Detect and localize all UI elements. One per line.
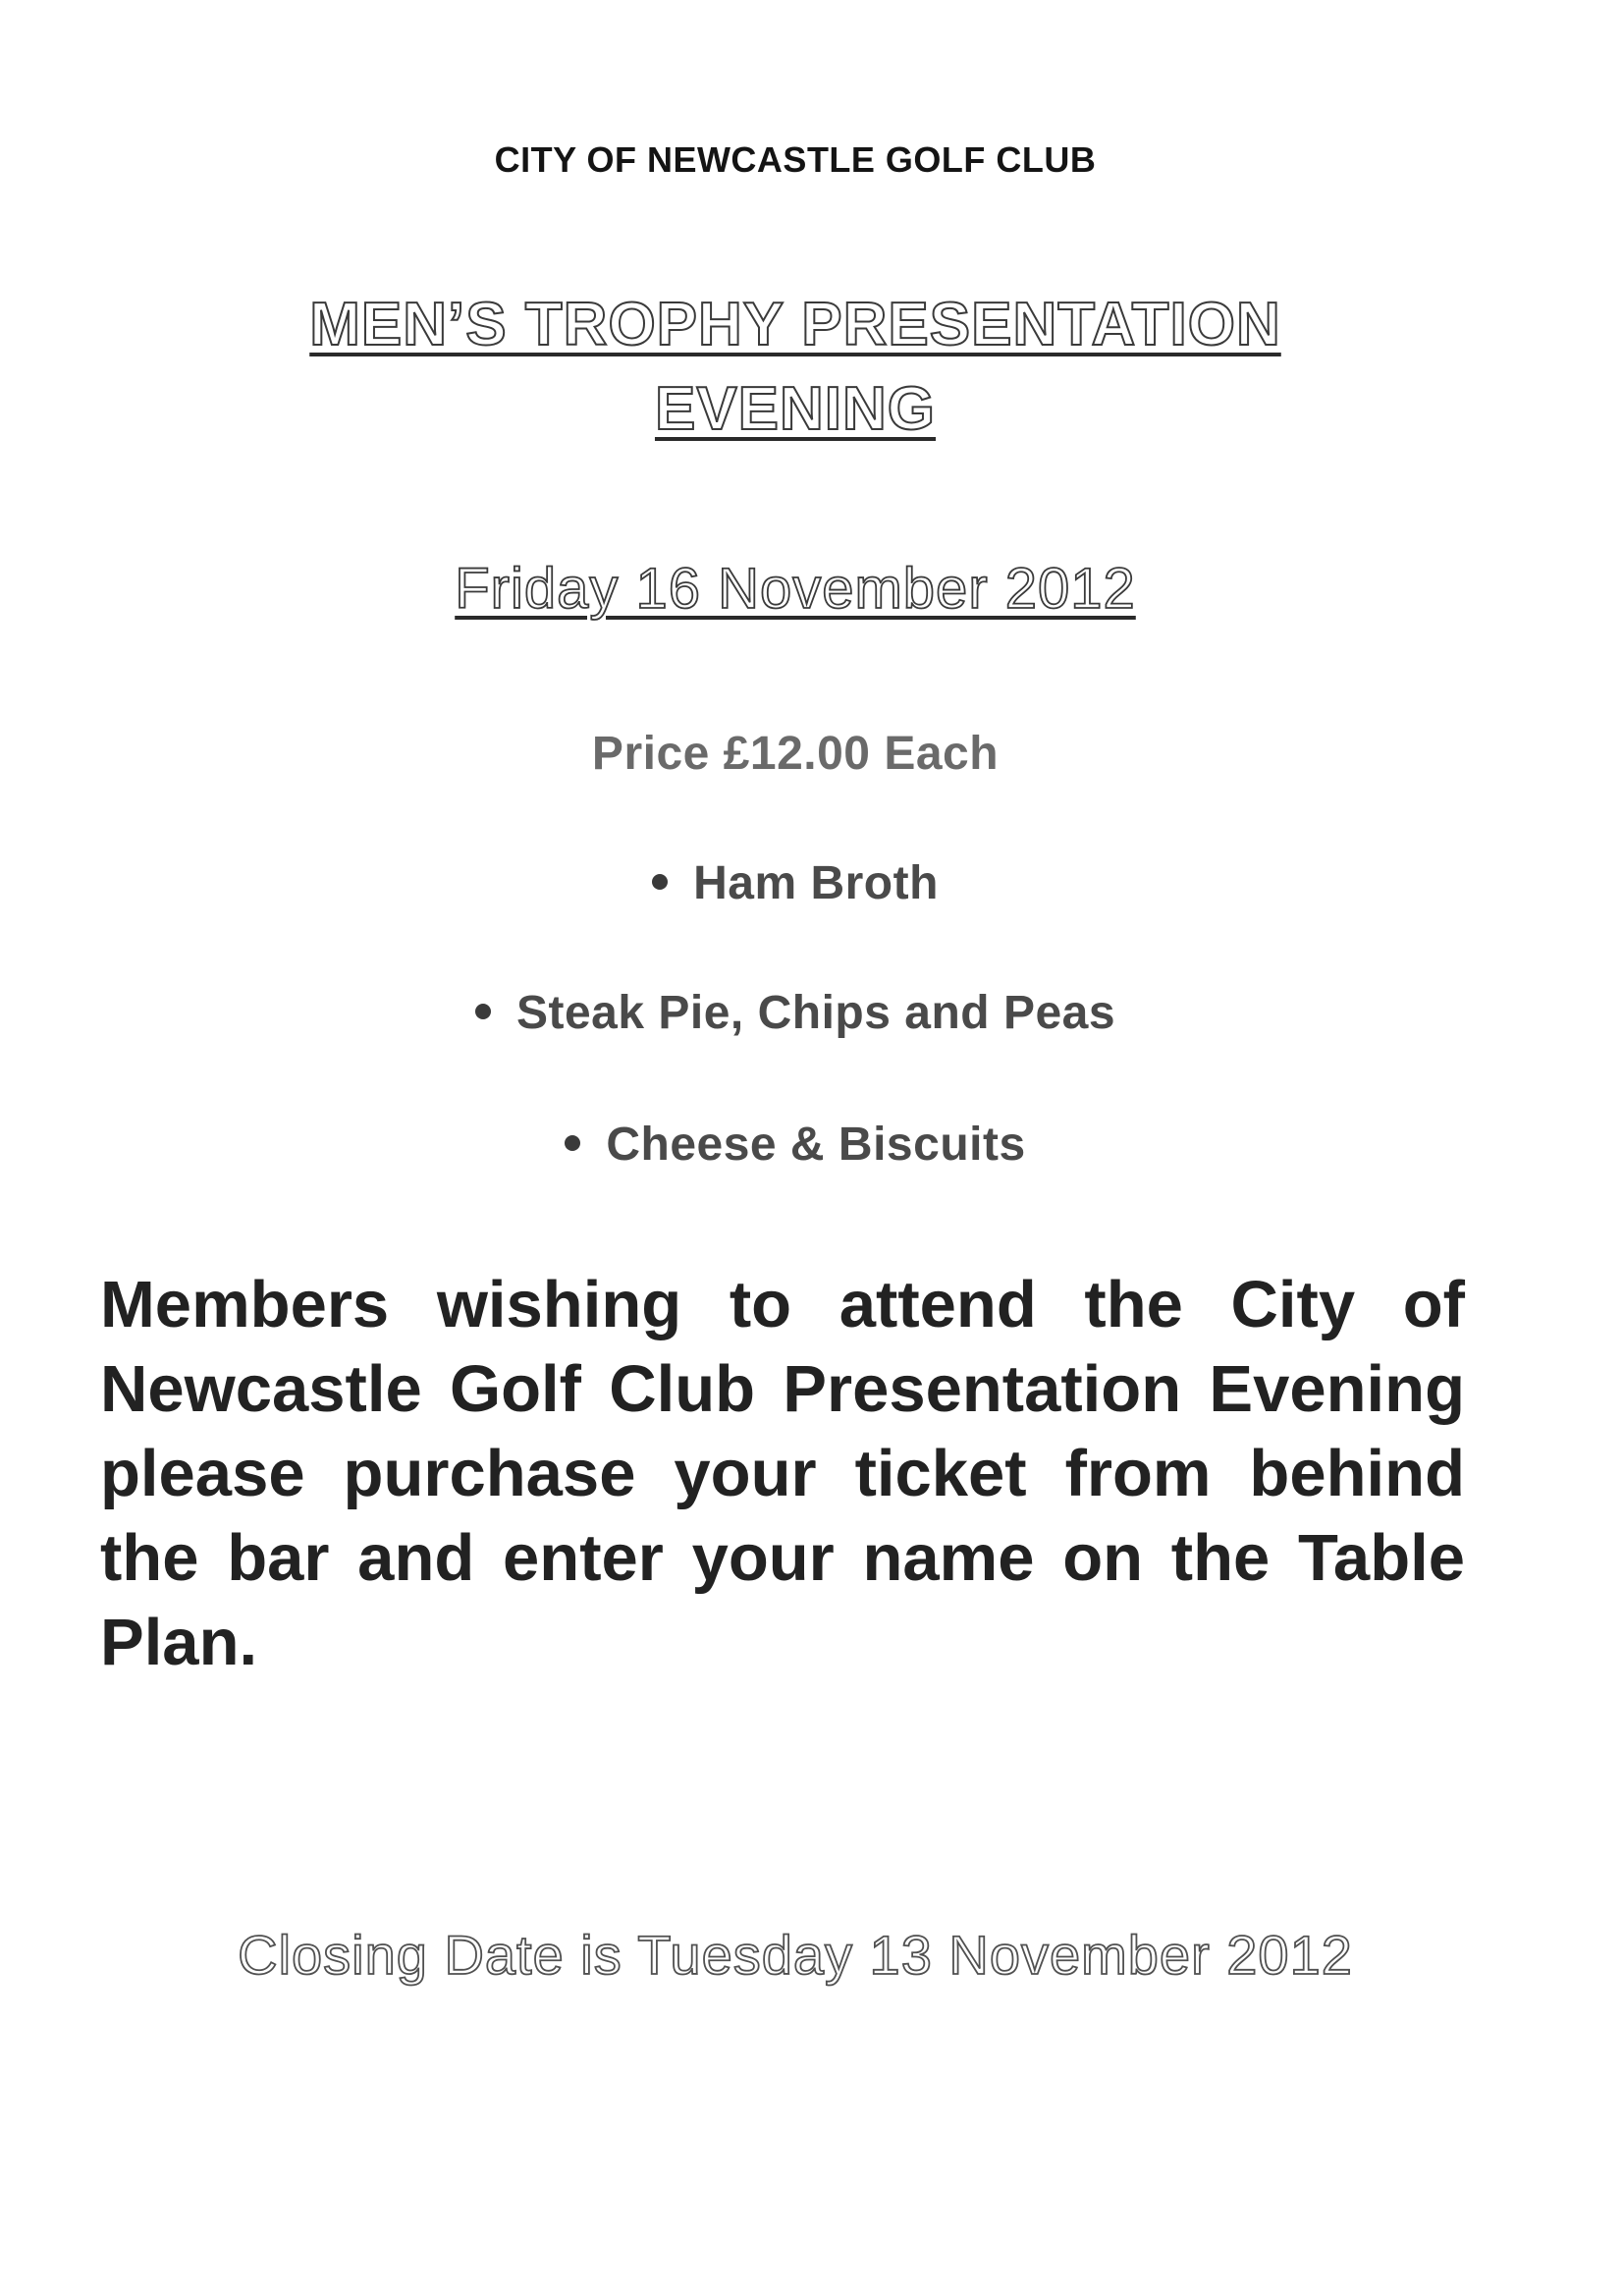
menu-item: [0, 856, 1591, 910]
bullet-icon: [565, 1135, 580, 1151]
menu-item: [0, 1118, 1591, 1172]
menu-item-label: Cheese & Biscuits: [606, 1119, 1026, 1171]
event-title: [0, 283, 1591, 452]
menu-item: [0, 986, 1591, 1040]
bullet-icon: [475, 1004, 491, 1019]
event-title-line-2: EVENING: [654, 375, 937, 443]
club-name: CITY OF NEWCASTLE GOLF CLUB: [494, 139, 1097, 180]
event-date: Friday 16 November 2012: [455, 557, 1136, 621]
event-title-line-1: MEN’S TROPHY PRESENTATION: [309, 291, 1281, 358]
attendance-notice: Members wishing to attend the City of Newcastle Golf Club Presentation Evening please purchase your ticket from behind the bar and enter your name on the Table Plan.: [100, 1268, 1465, 1679]
bullet-icon: [652, 874, 668, 890]
menu-item-label: Steak Pie, Chips and Peas: [515, 987, 1116, 1039]
menu-item-label: Ham Broth: [693, 857, 939, 909]
closing-date: Closing Date is Tuesday 13 November 2012: [238, 1924, 1353, 1986]
ticket-price: Price £12.00 Each: [591, 728, 1000, 780]
